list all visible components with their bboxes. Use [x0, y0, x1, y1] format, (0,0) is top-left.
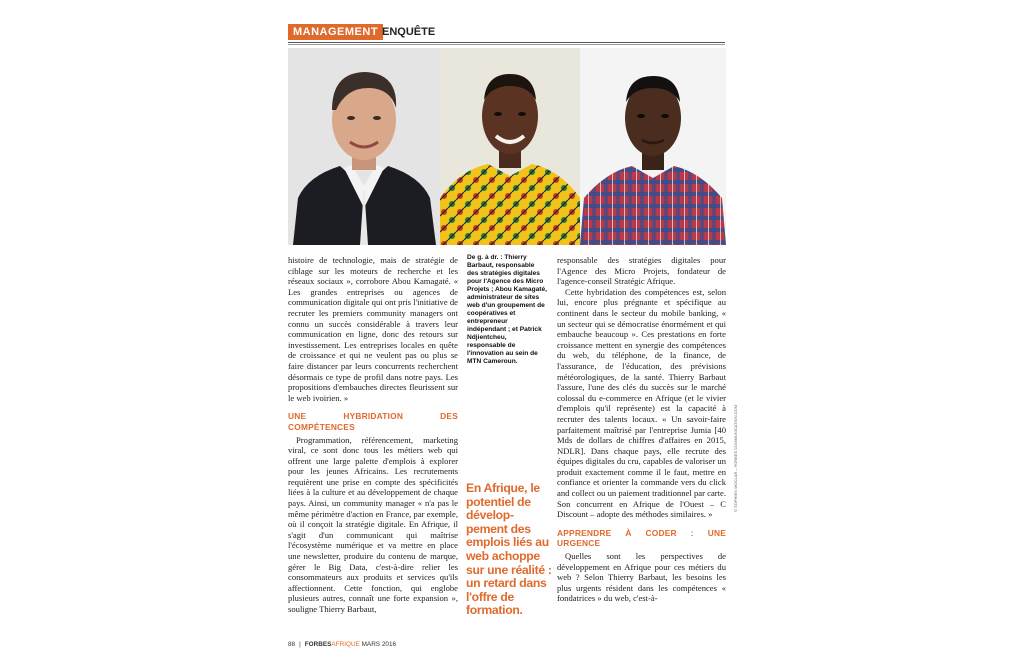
article-column-1: [288, 255, 458, 615]
paragraph: Quelles sont les perspectives de développement en Afrique pour ces métiers du web ? Selon Thierry Barbaut, les besoins les plus urgents résident dans les compétences « fondatrices » du web, c'est-à-: [557, 551, 726, 604]
rubric-label: MANAGEMENT: [288, 24, 383, 40]
portrait-patrick-ndjientcheu: [580, 48, 726, 245]
photo-caption: De g. à dr. : Thierry Barbaut, responsable des stratégies digitales pour l'Agence des Micro Projets ; Abou Kamagaté, administrateur de sites web d'un groupement de coopératives et entrepreneur indépendant ; et Patrick Ndjientcheu, responsable de l'innovation au sein de MTN Cameroun.: [467, 254, 547, 365]
paragraph: Programmation, référencement, marketing viral, ce sont donc tous les métiers web qui offrent une large palette d'emplois à explorer pour les jeunes Africains. Les recrutements requièrent une prise en compte des spécificités liées à la culture et au développement de chaque pays. Ainsi, un community manager « n'a pas le même périmètre d'action en France, par exemple, où il conçoit la stratégie digitale. En Afrique, il s'agit d'un communicant qui maîtrise l'écosystème numérique et va mettre en place une newsletter, produire du contenu de marque, gérer le Big Data, c'est-à-dire relier les consommateurs aux produits et services qu'ils affectionnent. Cette fonction, qui englobe plusieurs autres, connaît une forte expansion », souligne Thierry Barbaut,: [288, 434, 458, 614]
portrait-abou-kamagate: [440, 48, 580, 245]
subheading: APPRENDRE À CODER : UNE URGENCE: [557, 527, 726, 549]
footer-brand: FORBES: [304, 641, 332, 648]
article-column-3: [557, 255, 726, 604]
footer-brand-accent: AFRIQUE: [331, 641, 360, 648]
paragraph: Cette hybridation des compétences est, selon lui, encore plus prégnante et spécifique au continent dans le secteur du mobile banking, « un secteur qui se démocratise énormément et qui embauche beaucoup ». Ces prestations en forte croissance mettent en synergie des compétences du web, du téléphone, de la finance, de l'assurance, de l'éducation, des prévisions météorologiques, de la santé. Thierry Barbaut l'assure, l'une des clés du succès sur le marché colossal du e-commerce en Afrique (et le vivier d'emplois qu'il représente) est la capacité à recruter des talents locaux. « Un savoir-faire parfaitement maîtrisé par l'entreprise Jumia [40 Mds de dollars de chiffres d'affaires en 2015, NDLR]. Dans chaque pays, elle recrute des équipes digitales du cru, capables de valoriser un produit exactement comme il le faut, mettre en confiance et orienter la commande vers du click and collect ou un paiement traditionnel par carte. Son concurrent en Afrique de l'Ouest – C Discount – adopte des méthodes similaires. »: [557, 286, 726, 520]
photo-credit: © SOPHIEN MOCLAR – FORBES COMMUNICATION.COM: [733, 404, 738, 512]
page-number: 88: [288, 641, 296, 648]
portrait-thierry-barbaut: [288, 48, 440, 245]
paragraph: responsable des stratégies digitales pour l'Agence des Micro Projets, fondateur de l'agence-conseil Stratégic Afrique.: [557, 255, 726, 287]
footer-date: MARS 2016: [361, 641, 397, 648]
subheading: UNE HYBRIDATION DES COMPÉTENCES: [288, 411, 458, 432]
paragraph: histoire de technologie, mais de stratégie de ciblage sur les moteurs de recherche et les réseaux sociaux », corrobore Abou Kamagaté. « Les grandes entreprises ou agences de communication digitale qui ont pris l'initiative de recruter les premiers community managers ont connu un succès considérable à travers leur communication en ligne, donc des retours sur investissement. Les entreprises locales en quête de croissance et qui ne veulent pas ou plus se faire distancer par leurs concurrents recherchent désormais ce type de profil dans notre pays. Les propositions d'embauches directes fleurissent sur le web ivoirien. »: [288, 255, 458, 403]
header-rule-thin: [288, 44, 725, 45]
header-rule: [288, 42, 725, 43]
footer-separator: |: [299, 641, 301, 648]
page-footer: [288, 641, 396, 648]
pull-quote: En Afrique, le potentiel de dévelop-pement des emplois liés au web achoppe sur une réalité : un retard dans l'offre de formation.: [466, 481, 552, 618]
section-title: ENQUÊTE: [382, 26, 436, 38]
